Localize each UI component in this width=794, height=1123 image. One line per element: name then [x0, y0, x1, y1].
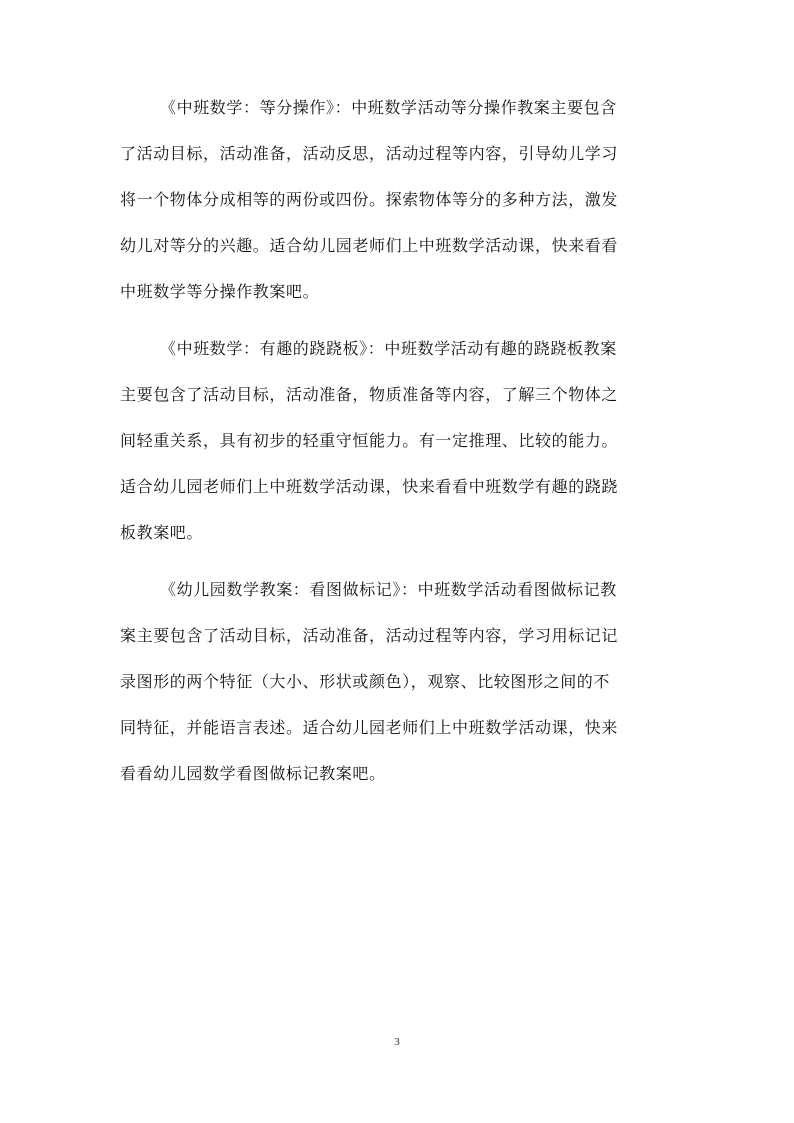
page-number: 3	[394, 1036, 400, 1048]
text-line: 《幼儿园数学教案：看图做标记》：中班数学活动看图做标记教	[160, 580, 617, 599]
text-line: 幼儿对等分的兴趣。适合幼儿园老师们上中班数学活动课，快来看看	[120, 236, 619, 255]
text-line: 板教案吧。	[120, 523, 204, 542]
text-line: 中班数学等分操作教案吧。	[120, 282, 320, 301]
text-line: 《中班数学：等分操作》：中班数学活动等分操作教案主要包含	[160, 98, 617, 117]
text-line: 同特征，并能语言表述。适合幼儿园老师们上中班数学活动课，快来	[120, 718, 619, 737]
text-line: 将一个物体分成相等的两份或四份。探索物体等分的多种方法，激发	[120, 190, 619, 209]
text-line: 适合幼儿园老师们上中班数学活动课，快来看看中班数学有趣的跷跷	[120, 477, 619, 496]
text-line: 间轻重关系，具有初步的轻重守恒能力。有一定推理、比较的能力。	[120, 431, 619, 450]
text-line: 《中班数学：有趣的跷跷板》：中班数学活动有趣的跷跷板教案	[160, 339, 617, 358]
paragraph-equal-division	[120, 85, 676, 315]
text-line: 录图形的两个特征（大小、形状或颜色），观察、比较图形之间的不	[120, 672, 611, 691]
paragraph-seesaw	[120, 326, 676, 556]
text-line: 了活动目标，活动准备，活动反思，活动过程等内容，引导幼儿学习	[120, 144, 619, 163]
paragraph-marking	[120, 567, 676, 797]
text-line: 看看幼儿园数学看图做标记教案吧。	[120, 764, 386, 783]
text-line: 主要包含了活动目标，活动准备，物质准备等内容，了解三个物体之	[120, 385, 619, 404]
text-line: 案主要包含了活动目标，活动准备，活动过程等内容，学习用标记记	[120, 626, 619, 645]
